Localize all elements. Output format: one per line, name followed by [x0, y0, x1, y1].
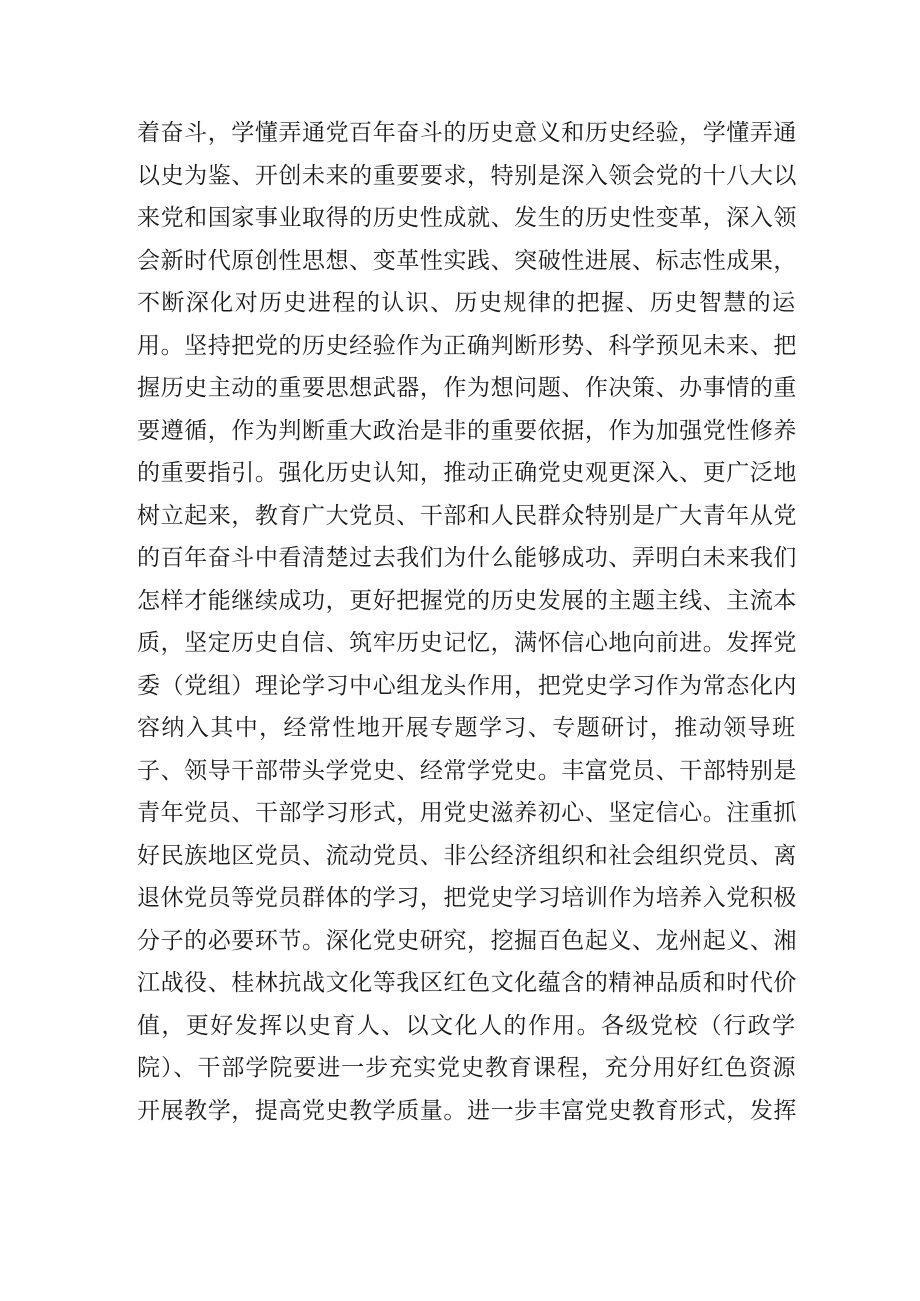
text-line: 质，坚定历史自信、筑牢历史记忆，满怀信心地向前进。发挥党 [137, 630, 797, 656]
text-line: 来党和国家事业取得的历史性成就、发生的历史性变革，深入领 [137, 205, 797, 231]
text-line: 青年党员、干部学习形式，用党史滋养初心、坚定信心。注重抓 [137, 800, 797, 826]
text-line: 用。坚持把党的历史经验作为正确判断形势、科学预见未来、把 [137, 332, 797, 359]
text-line: 着奋斗，学懂弄通党百年奋斗的历史意义和历史经验，学懂弄通 [137, 120, 797, 146]
text-line: 委（党组）理论学习中心组龙头作用，把党史学习作为常态化内 [137, 672, 797, 699]
text-line: 怎样才能继续成功，更好把握党的历史发展的主题主线、主流本 [137, 587, 797, 614]
text-line: 值，更好发挥以史育人、以文化人的作用。各级党校（行政学 [137, 1012, 797, 1039]
text-line: 容纳入其中，经常性地开展专题学习、专题研讨，推动领导班 [137, 715, 797, 741]
text-line: 退休党员等党员群体的学习，把党史学习培训作为培养入党积极 [137, 885, 797, 911]
body-text [137, 112, 797, 1132]
text-line: 分子的必要环节。深化党史研究，挖掘百色起义、龙州起义、湘 [137, 927, 797, 954]
text-line: 的重要指引。强化历史认知，推动正确党史观更深入、更广泛地 [137, 460, 797, 486]
text-line: 的百年奋斗中看清楚过去我们为什么能够成功、弄明白未来我们 [137, 545, 797, 571]
text-line: 会新时代原创性思想、变革性实践、突破性进展、标志性成果， [137, 247, 797, 274]
text-line: 握历史主动的重要思想武器，作为想问题、作决策、办事情的重 [137, 375, 797, 401]
text-line: 开展教学，提高党史教学质量。进一步丰富党史教育形式，发挥 [137, 1097, 797, 1124]
text-line: 江战役、桂林抗战文化等我区红色文化蕴含的精神品质和时代价 [137, 970, 797, 996]
text-line: 院）、干部学院要进一步充实党史教育课程，充分用好红色资源 [137, 1055, 797, 1081]
text-line: 不断深化对历史进程的认识、历史规律的把握、历史智慧的运 [137, 290, 797, 316]
text-line: 子、领导干部带头学党史、经常学党史。丰富党员、干部特别是 [137, 757, 797, 784]
text-line: 以史为鉴、开创未来的重要要求，特别是深入领会党的十八大以 [137, 162, 797, 189]
text-line: 好民族地区党员、流动党员、非公经济组织和社会组织党员、离 [137, 842, 797, 869]
text-line: 树立起来，教育广大党员、干部和人民群众特别是广大青年从党 [137, 502, 797, 529]
text-line: 要遵循，作为判断重大政治是非的重要依据，作为加强党性修养 [137, 417, 797, 444]
